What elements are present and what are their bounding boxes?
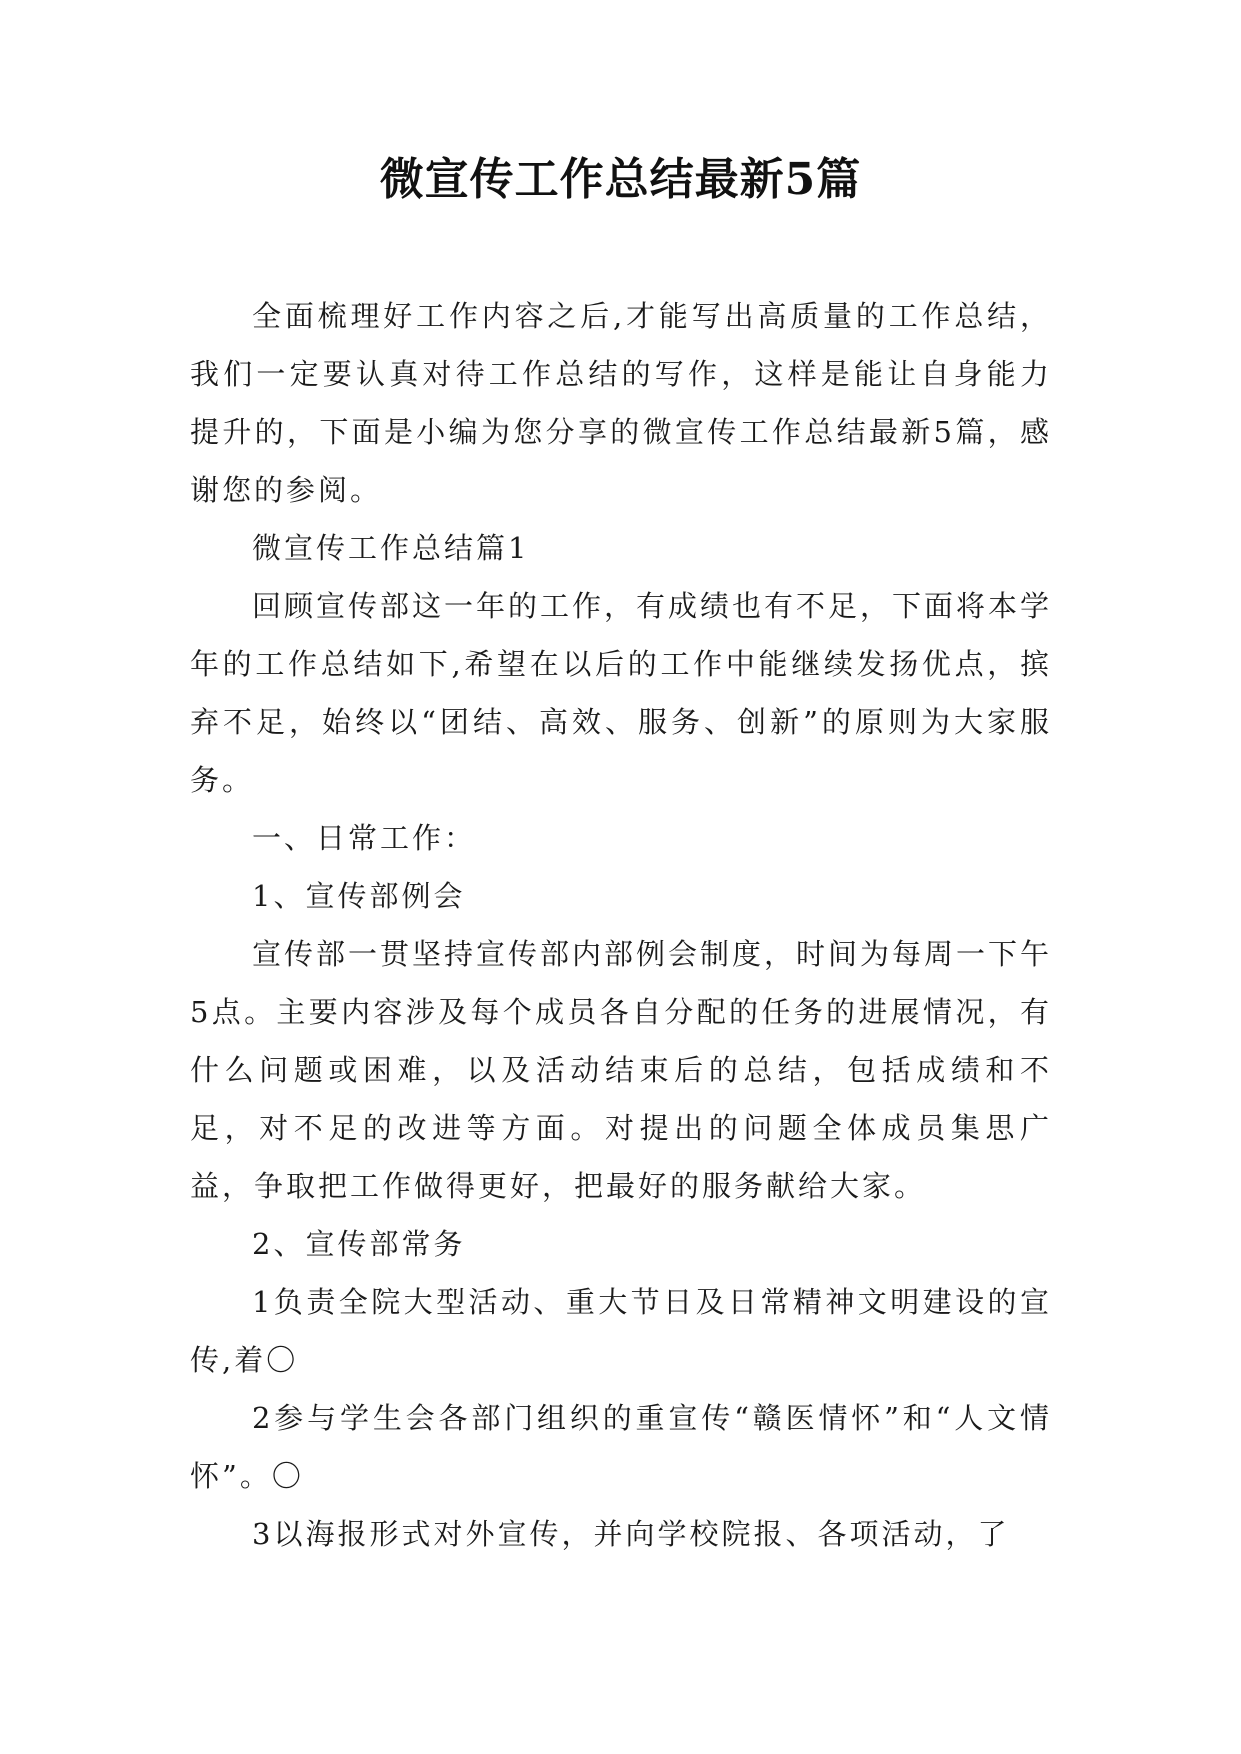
document-body bbox=[190, 287, 1052, 1563]
list-item: 1负责全院大型活动、重大节日及日常精神文明建设的宣传,着〇 bbox=[190, 1285, 1052, 1377]
list-item: 2参与学生会各部门组织的重宣传“赣医情怀”和“人文情怀”。〇 bbox=[190, 1401, 1052, 1493]
item-heading: 1、宣传部例会 bbox=[252, 879, 466, 913]
list-item: 3以海报形式对外宣传，并向学校院报、各项活动，了 bbox=[252, 1517, 1010, 1551]
document-title: 微宣传工作总结最新5篇 bbox=[379, 154, 862, 205]
subsection-heading: 一、日常工作： bbox=[252, 821, 477, 855]
intro-paragraph: 全面梳理好工作内容之后,才能写出高质量的工作总结，我们一定要认真对待工作总结的写作，这样是能让自身能力提升的，下面是小编为您分享的微宣传工作总结最新5篇，感谢您的参阅。 bbox=[190, 299, 1052, 507]
body-paragraph: 宣传部一贯坚持宣传部内部例会制度，时间为每周一下午5点。主要内容涉及每个成员各自分配的任务的进展情况，有什么问题或困难，以及活动结束后的总结，包括成绩和不足，对不足的改进等方面。对提出的问题全体成员集思广益，争取把工作做得更好，把最好的服务献给大家。 bbox=[190, 937, 1053, 1203]
item-heading: 2、宣传部常务 bbox=[252, 1227, 466, 1261]
body-paragraph: 回顾宣传部这一年的工作，有成绩也有不足，下面将本学年的工作总结如下,希望在以后的工作中能继续发扬优点，摈弃不足，始终以“团结、高效、服务、创新”的原则为大家服务。 bbox=[190, 589, 1053, 797]
section-heading: 微宣传工作总结篇1 bbox=[252, 531, 530, 565]
